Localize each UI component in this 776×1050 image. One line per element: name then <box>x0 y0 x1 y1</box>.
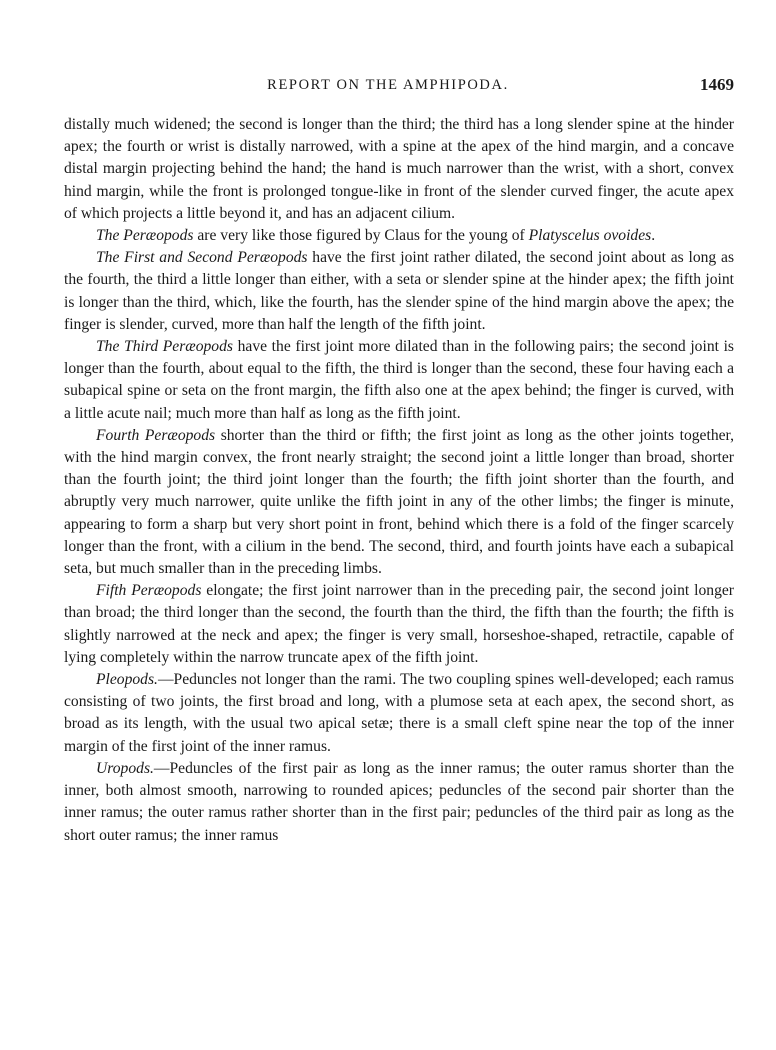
paragraph-text: have the first joint more dilated than in the following pairs; the second joint is longer than the fourth, about equal to the fifth, the third is longer than the second, these four having each a subapical spine or seta on the front margin, the fifth also one at the apex behind; the finger is curved, with a little acute nail; much more than half as long as the fifth joint. <box>64 338 734 422</box>
paragraph-text: —Peduncles of the first pair as long as the inner ramus; the outer ramus shorter than the inner, both almost smooth, narrowing to rounded apices; peduncles of the second pair shorter than the inner ramus; the outer ramus rather shorter than in the first pair; peduncles of the third pair as long as the short outer ramus; the inner ramus <box>64 759 734 844</box>
paragraph-text: elongate; the first joint narrower than in the preceding pair, the second joint longer than broad; the third longer than the second, the fourth than the third, the fifth than the fourth; the fifth is slightly narrowed at the neck and apex; the finger is very small, horseshoe-shaped, retractile, capable of lying completely within the narrow truncate apex of the fifth joint. <box>64 582 735 666</box>
paragraph-text: are very like those figured by Claus for the young of <box>193 227 529 245</box>
species-name: Platyscelus ovoides <box>528 227 652 245</box>
paragraph-lead: The First and Second Peræopods <box>96 249 308 267</box>
paragraph-text: distally much widened; the second is longer than the third; the third has a long slender spine at the hinder apex; the fourth or wrist is distally narrowed, with a spine at the apex of the hind margin, and a concave distal margin projecting behind the hand; the hand is much narrower than the wrist, with a short, convex hind margin, while the front is prolonged tongue-like in front of the slender curved finger, the acute apex of which projects a little beyond it, and has an adjacent cilium. <box>64 116 734 222</box>
page-number: 1469 <box>700 75 734 94</box>
paragraph-first-second-peraeopods <box>64 247 734 336</box>
paragraph-lead: Uropods. <box>96 759 154 777</box>
paragraph-text: —Peduncles not longer than the rami. The two coupling spines well-developed; each ramus consisting of two joints, the first broad and long, with a plumose seta at each apex, the second short, as broad as its length, with the usual two apical setæ; there is a small cleft spine near the top of the inner margin of the first joint of the inner ramus. <box>64 671 734 755</box>
paragraph-lead: Pleopods. <box>96 671 158 689</box>
paragraph-fourth-peraeopods <box>64 425 734 580</box>
body-text <box>64 114 734 847</box>
paragraph-third-peraeopods <box>64 336 734 425</box>
paragraph-lead: The Peræopods <box>96 227 194 245</box>
paragraph-uropods <box>64 758 734 847</box>
paragraph-text: have the first joint rather dilated, the second joint about as long as the fourth, the third a little longer than either, with a seta or slender spine at the hinder apex; the fifth joint is longer than the third, which, like the fourth, has the slender spine of the hind margin above the apex; the finger is slender, curved, more than half the length of the fifth joint. <box>64 249 735 333</box>
paragraph-lead: The Third Peræopods <box>96 338 233 356</box>
paragraph-pleopods <box>64 669 734 758</box>
running-head <box>0 77 776 101</box>
paragraph-tail: . <box>651 227 656 245</box>
paragraph-fifth-peraeopods <box>64 580 734 669</box>
paragraph-peraeopods <box>64 225 734 247</box>
running-title: REPORT ON THE AMPHIPODA. <box>267 77 509 93</box>
paragraph-text: shorter than the third or fifth; the first joint as long as the other joints together, with the hind margin convex, the front nearly straight; the second joint a little longer than broad, shorter than the fourth joint; the third joint longer than the fourth; the fifth joint shorter than the fourth, and abruptly very much narrower, quite unlike the fifth joint in any of the other limbs; the finger is minute, appearing to form a sharp but very short point in front, behind which there is a fold of the finger scarcely longer than the front, with a cilium in the bend. The second, third, and fourth joints have each a subapical seta, but much smaller than in the preceding limbs. <box>64 426 735 578</box>
paragraph-lead: Fifth Peræopods <box>96 582 202 600</box>
paragraph-lead: Fourth Peræopods <box>96 426 216 444</box>
paragraph-continuation <box>64 114 734 225</box>
